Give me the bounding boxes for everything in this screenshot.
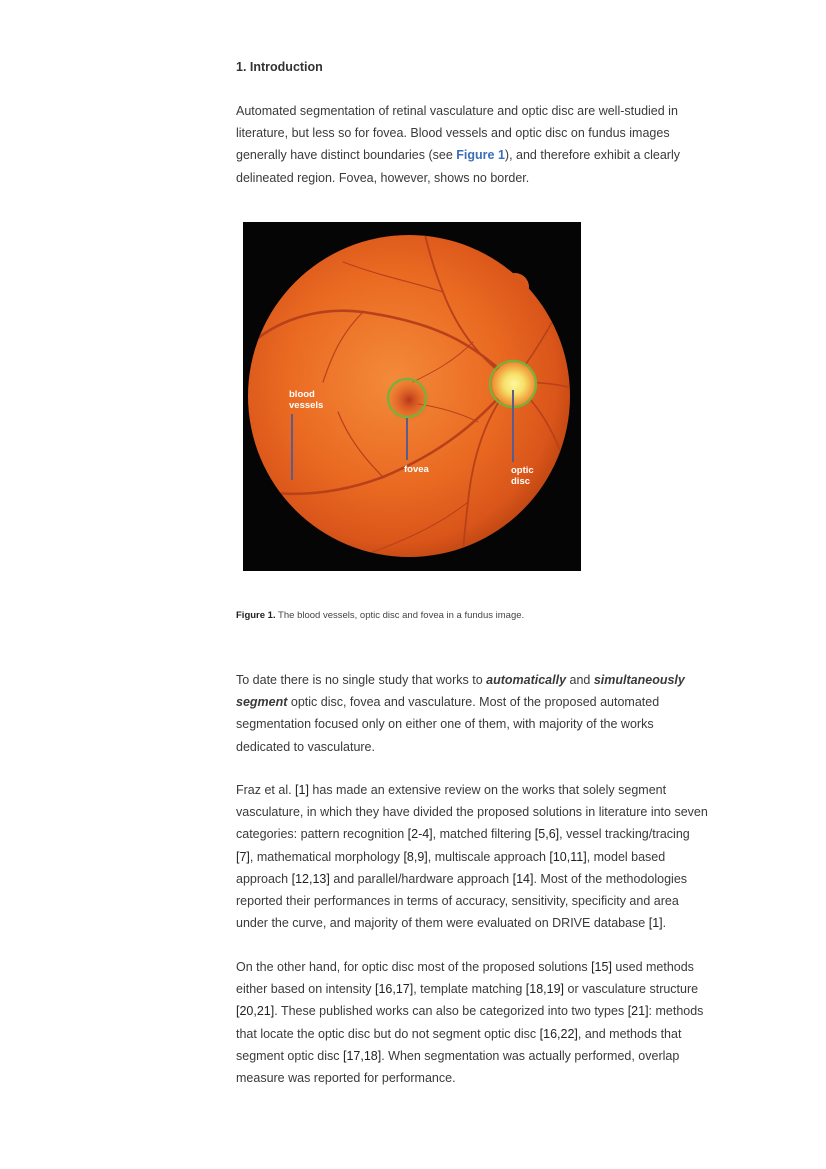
intro-paragraph <box>236 100 728 189</box>
citation-link[interactable]: [10,11] <box>549 849 587 864</box>
citation-link[interactable]: [16,22] <box>539 1026 578 1041</box>
paragraph-3 <box>236 779 728 934</box>
text-line <box>236 956 728 978</box>
paragraph-2 <box>236 669 728 758</box>
text-line <box>236 912 728 934</box>
text-line <box>236 846 728 868</box>
text-line <box>236 868 728 890</box>
label-blood-vessels-1: blood <box>289 389 315 400</box>
citation-link[interactable]: [16,17] <box>374 982 414 997</box>
text-line: delineated region. Fovea, however, shows no border. <box>236 170 530 185</box>
paragraph-4 <box>236 956 728 1089</box>
text-line: Automated segmentation of retinal vasculature and optic disc are well-studied in <box>236 104 678 118</box>
emphasis-automatically: automatically <box>486 673 567 687</box>
fundus-figure <box>243 222 581 571</box>
text-span: , vessel tracking/tracing <box>559 827 690 842</box>
citation-link[interactable]: [1] <box>648 916 663 931</box>
label-fovea: fovea <box>404 464 429 475</box>
emphasis-simultaneously: simultaneously <box>593 673 685 687</box>
label-optic-disc-1: optic <box>511 465 534 476</box>
text-span: categories: pattern recognition <box>236 827 408 842</box>
text-span: On the other hand, for optic disc most of the proposed solutions <box>236 960 592 974</box>
figure-1-link[interactable]: Figure 1 <box>456 148 505 163</box>
text-span: and <box>566 673 594 687</box>
citation-link[interactable]: [2-4] <box>407 827 433 842</box>
text-line <box>236 669 728 691</box>
fundus-image <box>243 222 581 571</box>
text-span: , multiscale approach <box>427 849 550 864</box>
text-span: . <box>662 916 667 931</box>
section-heading: 1. Introduction <box>236 60 323 74</box>
text-line <box>236 691 728 713</box>
citation-link[interactable]: [12,13] <box>291 871 330 886</box>
text-span: under the curve, and majority of them were evaluated on DRIVE database <box>236 916 649 931</box>
text-span: ), and therefore exhibit a clearly <box>504 148 680 163</box>
text-line <box>236 1045 728 1067</box>
figure-caption <box>236 610 524 621</box>
text-span: , model based <box>586 849 666 864</box>
citation-link[interactable]: [7] <box>236 849 250 864</box>
text-line <box>236 779 728 801</box>
citation-link[interactable]: [21] <box>627 1004 649 1019</box>
text-line <box>236 1000 728 1022</box>
caption-label: Figure 1. <box>236 610 276 621</box>
text-line <box>236 1023 728 1045</box>
text-line <box>236 823 728 845</box>
citation-link[interactable]: [1] <box>295 783 309 797</box>
text-line: vasculature, in which they have divided the proposed solutions in literature into seven <box>236 805 708 820</box>
citation-link[interactable]: [17,18] <box>343 1048 382 1063</box>
citation-link[interactable]: [5,6] <box>534 827 560 842</box>
citation-link[interactable]: [8,9] <box>403 849 428 864</box>
text-span: generally have distinct boundaries (see <box>236 148 457 163</box>
citation-link[interactable]: [20,21] <box>236 1004 275 1019</box>
text-span: or vasculature structure <box>564 982 699 997</box>
text-span: segment optic disc <box>236 1048 343 1063</box>
caption-text: The blood vessels, optic disc and fovea in a fundus image. <box>275 610 525 621</box>
text-span: that locate the optic disc but do not segment optic disc <box>236 1026 540 1041</box>
citation-link[interactable]: [14] <box>512 871 534 886</box>
text-line: measure was reported for performance. <box>236 1071 456 1086</box>
text-span: , and methods that <box>577 1026 682 1041</box>
text-span: , matched filtering <box>432 827 535 842</box>
text-span: , template matching <box>413 982 526 997</box>
text-line: reported their performances in terms of accuracy, sensitivity, specificity and area <box>236 894 679 909</box>
text-span: . These published works can also be categorized into two types <box>274 1004 628 1019</box>
text-span: , mathematical morphology <box>249 849 404 864</box>
label-optic-disc-2: disc <box>511 476 531 487</box>
text-line: segmentation focused only on either one of them, with majority of the works <box>236 717 654 732</box>
citation-link[interactable]: [18,19] <box>525 982 565 997</box>
text-span: optic disc, fovea and vasculature. Most of the proposed automated <box>287 695 660 710</box>
text-line: literature, but less so for fovea. Blood vessels and optic disc on fundus images <box>236 126 670 141</box>
text-span: . When segmentation was actually performed, overlap <box>381 1048 680 1063</box>
text-span: used methods <box>611 960 694 974</box>
emphasis-segment: segment <box>236 695 288 710</box>
text-line <box>236 144 728 166</box>
label-blood-vessels-2: vessels <box>289 400 324 411</box>
text-line <box>236 978 728 1000</box>
citation-link[interactable]: [15] <box>591 960 612 974</box>
text-span: either based on intensity <box>236 982 375 997</box>
text-span: Fraz et al. <box>236 783 296 797</box>
text-span: approach <box>236 871 292 886</box>
text-span: has made an extensive review on the works that solely segment <box>308 783 667 797</box>
text-span: To date there is no single study that works to <box>236 673 487 687</box>
text-span: : methods <box>648 1004 704 1019</box>
text-span: and parallel/hardware approach <box>329 871 513 886</box>
text-span: . Most of the methodologies <box>533 871 688 886</box>
text-line: dedicated to vasculature. <box>236 739 375 754</box>
